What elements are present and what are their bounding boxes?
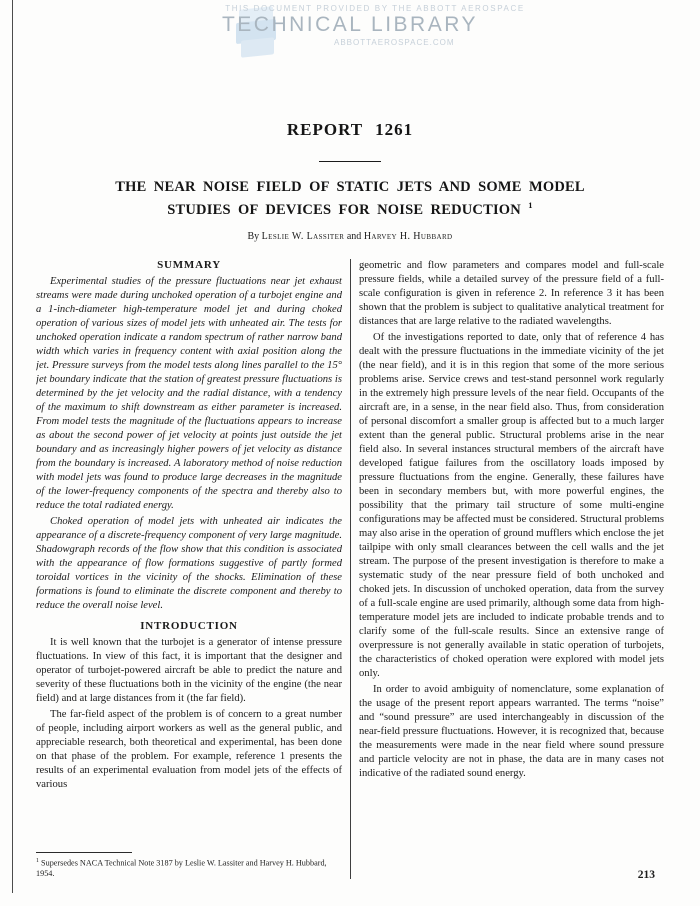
footnote-marker: 1 — [36, 858, 39, 865]
footnote — [36, 846, 342, 879]
report-title-line2: STUDIES OF DEVICES FOR NOISE REDUCTION — [167, 201, 521, 218]
title-divider-rule — [319, 161, 381, 162]
report-number: REPORT 1261 — [286, 120, 414, 139]
report-title-line1: THE NEAR NOISE FIELD OF STATIC JETS AND SOME MODEL — [115, 179, 585, 195]
body-paragraph: Of the investigations reported to date, only that of reference 4 has dealt with the pressure fluctuations in the immediate vicinity of the jet (the near field), and it is in this region that some of the more serious problems arise. Service crews and test-stand personnel work regularly in the extremely high pressure levels of the near field. Occupants of the aircraft are, in a sense, in the near field also. Thus, from consideration of personal discomfort a smaller group is affected but to a much larger extent than the general public. Structural problems arise in the near field also. In several instances structural members of the aircraft have developed fatigue failures from the oscillatory loads imposed by pressure fluctuations from the engine. Generally, these failures have been in secondary members but, with more powerful engines, the possibility that the primary tail structure of some multi-engine configurations may be affected must be considered. Structural problems may also arise in the operation of ground mufflers which enclose the jet tailpipe with only small clearances between the cell walls and the jet stream. The purpose of the present investigation is therefore to make a systematic study of the near pressure field of both unchoked and choked jets. In discussion of unchoked operation, data from the survey of a full-scale engine are used primarily, although some data from high-temperature model jets are included to indicate probable trends and to clarify some of the full-scale results. Since an extensive range of overpressure is not generally available in static operation of turbojets, the characteristics of choked operation were explored with model jets only. — [359, 331, 664, 679]
body-paragraph: geometric and flow parameters and compares model and full-scale pressure fields, while a detailed survey of the pressure field of a full-scale configuration is given in reference 2. In reference 3 it has been shown that the problem is subject to qualitative analytical treatment for distances that are large relative to the radiated wavelengths. — [359, 259, 664, 327]
title-footnote-marker: 1 — [528, 199, 533, 210]
left-column — [36, 259, 350, 879]
logo-sheet — [241, 37, 274, 57]
summary-paragraph: Experimental studies of the pressure fluctuations near jet exhaust streams were made during unchoked operation of a turbojet engine and a 1-inch-diameter high-temperature model jet and during choked operation of various sizes of model jets with unheated air. The tests for unchoked operation indicate a random spectrum of rather narrow band width which varies in frequency content with axial position along the jet. Pressure surveys from the model tests along lines parallel to the 15° jet boundary indicate that the station of greatest pressure fluctuations is determined by the jet velocity and the radial distance, with a tendency of the maximum to shift downstream as either parameter is increased. From model tests the magnitude of the fluctuations appears to increase as about the second power of jet velocity at points just outside the jet boundary and as increasingly higher powers of jet velocity as distance from the boundary is increased. A laboratory method of noise reduction with model jets was found to produce large decreases in the magnitude of the lower-frequency components of the spectra and thereby also to reduce the total radiated energy. — [36, 275, 342, 511]
watermark-provider-line: THIS DOCUMENT PROVIDED BY THE ABBOTT AEROSPACE — [225, 4, 525, 13]
introduction-heading: INTRODUCTION — [140, 619, 238, 632]
page-number: 213 — [637, 869, 655, 881]
watermark-library-title: TECHNICAL LIBRARY — [221, 13, 479, 36]
watermark-site-url: ABBOTTAEROSPACE.COM — [334, 38, 455, 47]
page-edge-line — [12, 0, 13, 893]
footnote-text: Supersedes NACA Technical Note 3187 by Leslie W. Lassiter and Harvey H. Hubbard, 1954. — [36, 858, 327, 878]
byline — [0, 231, 700, 242]
summary-paragraph: Choked operation of model jets with unheated air indicates the appearance of a discrete-frequency component of very large magnitude. Shadowgraph records of the flow show that this condition is associated with the appearance of flow formations suggestive of partly formed toroidal vortices in the vicinity of the shocks. Elimination of these formations is found to eliminate the discrete component and thereby to reduce the overall noise level. — [36, 515, 342, 611]
two-column-body — [36, 259, 664, 879]
introduction-paragraph: It is well known that the turbojet is a generator of intense pressure fluctuations. In view of this fact, it is important that the designer and operator of turbojet-powered aircraft be able to predict the nature and severity of these fluctuations both in the vicinity of the engine (the near field) and at large distances from it (the far field). — [36, 636, 342, 704]
report-title — [0, 179, 700, 219]
byline-prefix: By — [247, 230, 260, 242]
byline-and: and — [346, 230, 362, 242]
author-name: Harvey H. Hubbard — [363, 230, 453, 242]
body-paragraph: In order to avoid ambiguity of nomenclature, some explanation of the usage of the present report appears warranted. The terms “noise” and “sound pressure” are used interchangeably in discussion of the near-field pressure fluctuations. However, it is recognized that, because the measurements were made in the near field where sound pressure and particle velocity are not in phase, the data are in many cases not indicative of the radiated sound energy. — [359, 683, 664, 779]
introduction-paragraph: The far-field aspect of the problem is of concern to a great number of people, including airport workers as well as the general public, and appreciable research, both theoretical and experimental, has been done on that phase of the problem. For example, reference 1 presents the results of an experimental evaluation from model jets of the effects of various — [36, 708, 342, 790]
right-column — [350, 259, 664, 879]
author-name: Leslie W. Lassiter — [261, 230, 345, 242]
summary-heading: SUMMARY — [157, 258, 221, 271]
footnote-rule — [36, 852, 132, 853]
